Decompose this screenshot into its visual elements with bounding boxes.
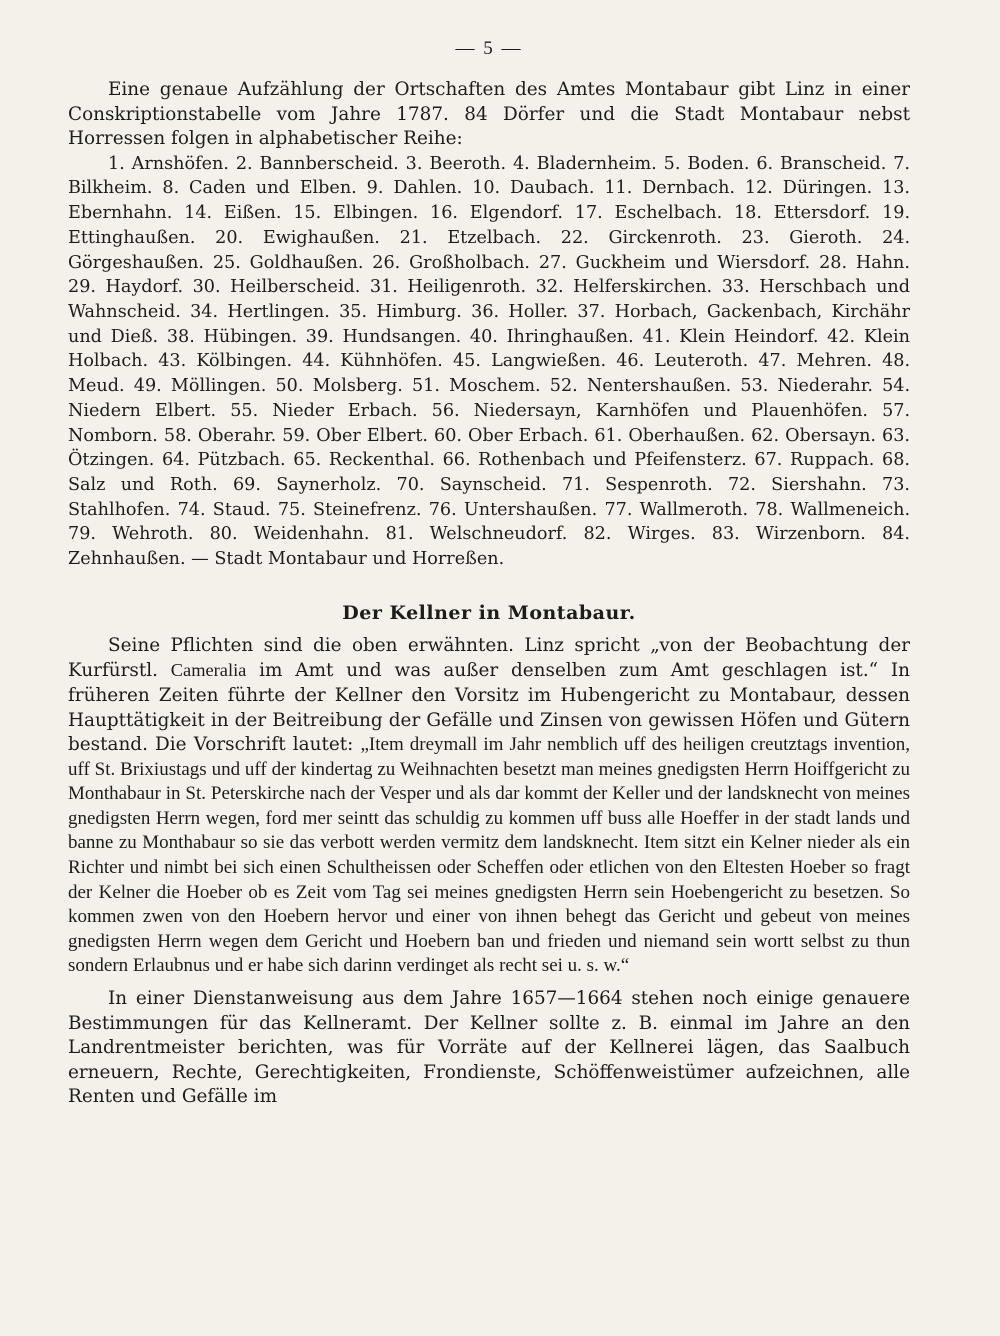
paragraph-1-antiqua-term: Cameralia	[170, 660, 247, 681]
village-list-item: 33. Herschbach und Wahnscheid.	[68, 277, 910, 322]
village-list-item: 34. Hertlingen.	[190, 302, 330, 322]
village-list-item: 48. Meud.	[68, 351, 910, 397]
village-list-item: 49. Möllingen.	[133, 376, 267, 397]
village-list-item: 64. Pützbach.	[161, 450, 286, 471]
village-list-item: 26. Großholbach.	[372, 252, 531, 273]
village-list-item: 44. Kühnhöfen.	[302, 351, 443, 372]
village-list-item: 9. Dahlen.	[366, 178, 463, 199]
document-page	[68, 34, 910, 1304]
village-list-item: 78. Wallmeneich.	[755, 499, 910, 520]
village-list-item: 40. Ihringhaußen.	[469, 326, 634, 347]
village-list-item: 6. Branscheid.	[756, 153, 887, 174]
village-list-item: 37. Horbach, Gackenbach, Kirchähr und Dieß.	[68, 302, 910, 347]
page-number: — 5 —	[455, 38, 523, 59]
village-list-item: 31. Heiligenroth.	[369, 277, 527, 298]
village-list-item: 63. Ötzingen.	[68, 425, 910, 471]
historical-quote: „Item dreymall im Jahr nemblich uff des heiligen creutztags invention, uff St. Brixiustags und uff der kindertag zu Weihnachten besetzt man meines gnedigsten Herrn Hoiffgericht zu Monthabaur in St. Peterskirche nach der Vesper und als dar kommt der Keller und der landsknecht von meines gnedigsten Herrn wegen, ford mer seintt das schuldig zu kommen uff buss alle Hoeffer in der stadt lands und banne zu Monthabaur so sie das verbott werden vermitz dem landsknecht. Item sitzt ein Kelner nieder als ein Richter und nimbt bei sich einen Schultheissen oder Scheffen oder etlichen von den Eltesten Hoeber so fragt der Kelner die Hoeber ob es Zeit vom Tag sei meines gnedigsten Herrn sein Hoebengericht zu besetzen. So kommen zwen von den Hoebern hervor und einer von ihnen behegt das Gericht und gebeut von meines gnedigsten Herrn wegen dem Gericht und Hoebern ban und frieden und niemand sein wortt selbst zu thun sondern Erlaubnus und er habe sich darinn verdinget als recht sei u. s. w.“	[68, 734, 910, 977]
village-list-item: 73. Stahlhofen.	[68, 474, 910, 520]
village-list-item: 14. Eißen.	[184, 203, 282, 224]
village-list-item: 60. Ober Erbach.	[434, 425, 589, 446]
village-list-item: 66. Rothenbach und Pfeifensterz.	[442, 450, 747, 471]
village-list-item: 51. Moschem.	[411, 376, 541, 397]
village-list-item: 35. Himburg.	[339, 302, 462, 322]
village-list-item: 55. Nieder Erbach.	[230, 400, 418, 421]
village-list-item: 70. Saynscheid.	[396, 474, 547, 495]
village-list-item: 11. Dernbach.	[604, 178, 735, 199]
village-list-item: 24. Görgeshaußen.	[68, 227, 910, 273]
village-list-item: 19. Ettinghaußen.	[68, 203, 910, 248]
village-list-item: 82. Wirges.	[583, 524, 696, 545]
village-list-item: 69. Saynerholz.	[232, 474, 382, 495]
village-list-item: 61. Oberhaußen.	[594, 425, 746, 446]
village-list-item: 2. Bannberscheid.	[235, 153, 399, 174]
village-list-item: 1. Arnshöfen.	[108, 153, 229, 174]
village-list-item: 15. Elbingen.	[293, 203, 419, 224]
village-list-item: 27. Guckheim und Wiersdorf.	[538, 252, 811, 273]
village-list-item: 5. Boden.	[663, 153, 750, 174]
village-list-item: 62. Obersayn.	[751, 425, 876, 446]
village-list-item: 71. Sespenroth.	[561, 474, 713, 495]
village-list-item: 18. Ettersdorf.	[733, 203, 871, 224]
village-list-item: 58. Oberahr.	[163, 425, 277, 446]
village-list-item: 53. Niederahr.	[740, 376, 873, 397]
village-list	[68, 152, 910, 572]
village-list-item: 17. Eschelbach.	[574, 203, 723, 224]
village-list-item: 54. Niedern Elbert.	[68, 376, 910, 421]
paragraph-1-body: im Amt und was außer denselben zum Amt geschlagen ist.“ In früheren Zeiten führte der Kellner den Vorsitz im Hubengericht zu Montabaur, dessen Haupttätigkeit in der Beitreibung der Gefälle und Zinsen von gewissen Höfen und Gütern bestand. Die Vorschrift lautet:	[68, 660, 910, 756]
village-list-item: 28. Hahn.	[819, 252, 910, 273]
village-list-item: 45. Langwießen.	[452, 351, 607, 372]
village-list-item: 76. Untershaußen.	[428, 499, 598, 520]
village-list-item: 67. Ruppach.	[754, 450, 875, 471]
village-list-item: 83. Wirzenborn.	[711, 524, 866, 545]
village-list-item: 20. Ewighaußen.	[215, 227, 380, 248]
village-list-item: 80. Weidenhahn.	[209, 524, 370, 545]
paragraph-1-lead: Seine Pflichten sind die oben erwähnten. Linz spricht „von der Beobachtung der Kurfürstl.	[68, 634, 910, 682]
village-list-item: 75. Steinefrenz.	[277, 499, 422, 520]
village-list-item: 23. Gieroth.	[741, 227, 863, 248]
village-list-item: 16. Elgendorf.	[430, 203, 564, 224]
village-list-item: 57. Nomborn.	[68, 400, 910, 446]
village-list-item: 59. Ober Elbert.	[282, 425, 429, 446]
village-list-item: 29. Haydorf.	[68, 277, 184, 298]
village-list-item: 84. Zehnhaußen. — Stadt Montabaur und Horreßen.	[68, 524, 910, 570]
village-list-item: 42. Klein Holbach.	[68, 326, 910, 372]
village-list-item: 77. Wallmeroth.	[604, 499, 749, 520]
intro-paragraph: Eine genaue Aufzählung der Ortschaften des Amtes Montabaur gibt Linz in einer Conskriptionstabelle vom Jahre 1787. 84 Dörfer und die Stadt Montabaur nebst Horressen folgen in alphabetischer Reihe:	[68, 79, 910, 150]
village-list-item: 74. Staud.	[177, 499, 271, 520]
village-list-item: 13. Ebernhahn.	[68, 178, 910, 224]
village-list-item: 3. Beeroth.	[405, 153, 507, 174]
village-list-item: 10. Daubach.	[472, 178, 595, 199]
village-list-item: 38. Hübingen.	[166, 326, 298, 347]
village-list-item: 81. Welschneudorf.	[385, 524, 568, 545]
section-heading: Der Kellner in Montabaur.	[342, 601, 636, 624]
village-list-item: 50. Molsberg.	[275, 376, 403, 397]
village-list-item: 7. Bilkheim.	[68, 153, 910, 199]
village-list-item: 30. Heilberscheid.	[192, 277, 361, 298]
village-list-item: 22. Girckenroth.	[560, 227, 722, 248]
village-list-item: 8. Caden und Elben.	[162, 178, 357, 199]
village-list-item: 4. Bladernheim.	[512, 153, 657, 174]
village-list-item: 46. Leuteroth.	[616, 351, 749, 372]
village-list-item: 41. Klein Heindorf.	[642, 326, 819, 347]
village-list-item: 72. Siershahn.	[727, 474, 867, 495]
village-list-item: 47. Mehren.	[758, 351, 872, 372]
village-list-item: 52. Nentershaußen.	[549, 376, 732, 397]
village-list-item: 25. Goldhaußen.	[212, 252, 364, 273]
village-list-item: 79. Wehroth.	[68, 524, 194, 545]
village-list-item: 36. Holler.	[471, 302, 569, 322]
village-list-item: 43. Kölbingen.	[158, 351, 293, 372]
section-paragraph-2: In einer Dienstanweisung aus dem Jahre 1657—1664 stehen noch einige genauere Bestimmungen für das Kellneramt. Der Kellner sollte z. B. einmal im Jahre an den Landrentmeister berichten, was für Vorräte auf der Kellnerei lägen, das Saalbuch erneuern, Rechte, Gerechtigkeiten, Frondienste, Schöffenweistümer aufzeichnen, alle Renten und Gefälle im	[68, 988, 910, 1108]
village-list-item: 32. Helferskirchen.	[535, 277, 713, 298]
village-list-item: 65. Reckenthal.	[293, 450, 435, 471]
section-paragraph-1	[68, 634, 910, 979]
village-list-item: 21. Etzelbach.	[399, 227, 542, 248]
village-list-item: 68. Salz und Roth.	[68, 450, 910, 495]
village-list-item: 12. Düringen.	[744, 178, 873, 199]
village-list-item: 56. Niedersayn, Karnhöfen und Plauenhöfen.	[431, 400, 868, 421]
village-list-item: 39. Hundsangen.	[305, 326, 462, 347]
